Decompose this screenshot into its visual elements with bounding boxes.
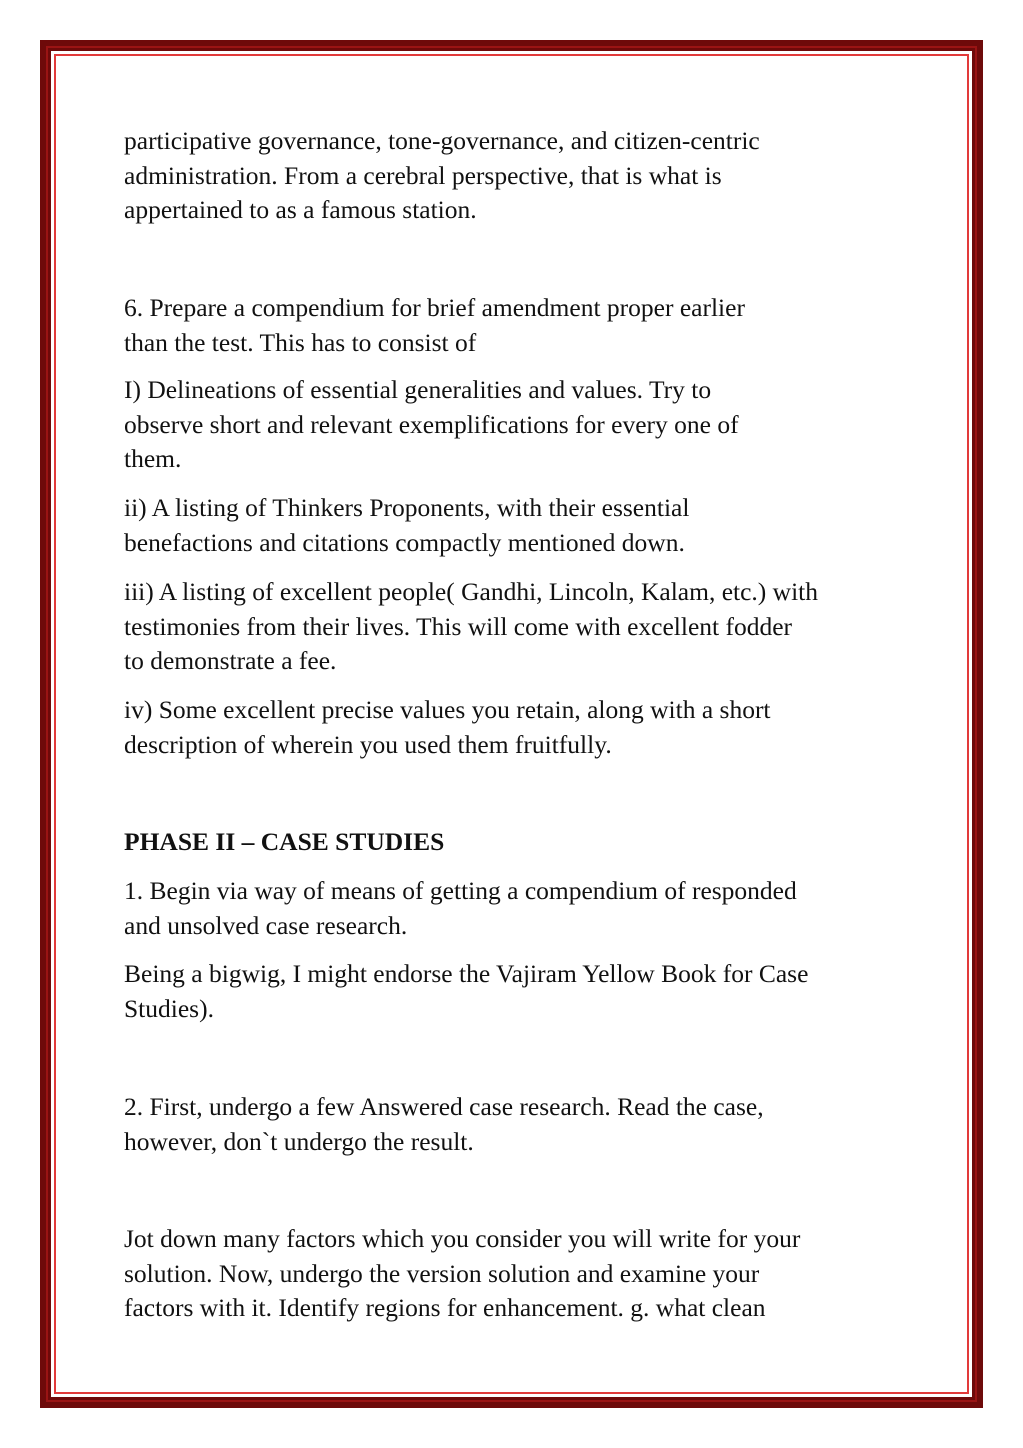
text-line: than the test. This has to consist of [124,327,477,357]
text-line: however, don`t undergo the result. [124,1126,474,1156]
phase-note [124,957,914,1026]
text-line: solution. Now, undergo the version solution and examine your [124,1258,760,1288]
text-line: Being a bigwig, I might endorse the Vajiram Yellow Book for Case [124,959,809,988]
section-heading [124,825,914,860]
text-line: iii) A listing of excellent people( Gandhi, Lincoln, Kalam, etc.) with [124,577,818,606]
text-line: iv) Some excellent precise values you retain, along with a short [124,695,771,724]
paragraph-step-6 [124,291,914,360]
text-line: observe short and relevant exemplifications for every one of [124,409,739,439]
text-line: appertained to as a famous station. [124,195,477,224]
text-line: 1. Begin via way of means of getting a compendium of responded [124,876,797,905]
text-line: factors with it. Identify regions for enhancement. g. what clean [124,1293,766,1322]
list-item-iv [124,693,914,762]
list-item-ii [124,491,914,560]
text-line: them. [124,444,182,473]
list-item-i [124,373,914,477]
text-line: description of wherein you used them fruitfully. [124,729,612,759]
text-line: 6. Prepare a compendium for brief amendment proper earlier [124,293,745,322]
text-line: administration. From a cerebral perspective, that is what is [124,160,722,190]
text-line: Studies). [124,993,214,1023]
text-line: Jot down many factors which you consider you will write for your [124,1224,801,1253]
paragraph-jot [124,1222,914,1326]
text-line: participative governance, tone-governance, and citizen-centric [124,126,760,155]
phase-item-1 [124,874,914,943]
paragraph-intro [124,124,914,228]
text-line: testimonies from their lives. This will come with excellent fodder [124,611,793,641]
text-line: 2. First, undergo a few Answered case research. Read the case, [124,1092,764,1121]
phase-item-2 [124,1090,914,1159]
text-line: and unsolved case research. [124,910,408,940]
list-item-iii [124,575,914,679]
text-line: benefactions and citations compactly mentioned down. [124,527,685,557]
text-line: ii) A listing of Thinkers Proponents, with their essential [124,493,690,522]
text-line: I) Delineations of essential generalities and values. Try to [124,375,712,404]
text-line: to demonstrate a fee. [124,646,337,675]
heading-text: PHASE II – CASE STUDIES [124,827,445,856]
